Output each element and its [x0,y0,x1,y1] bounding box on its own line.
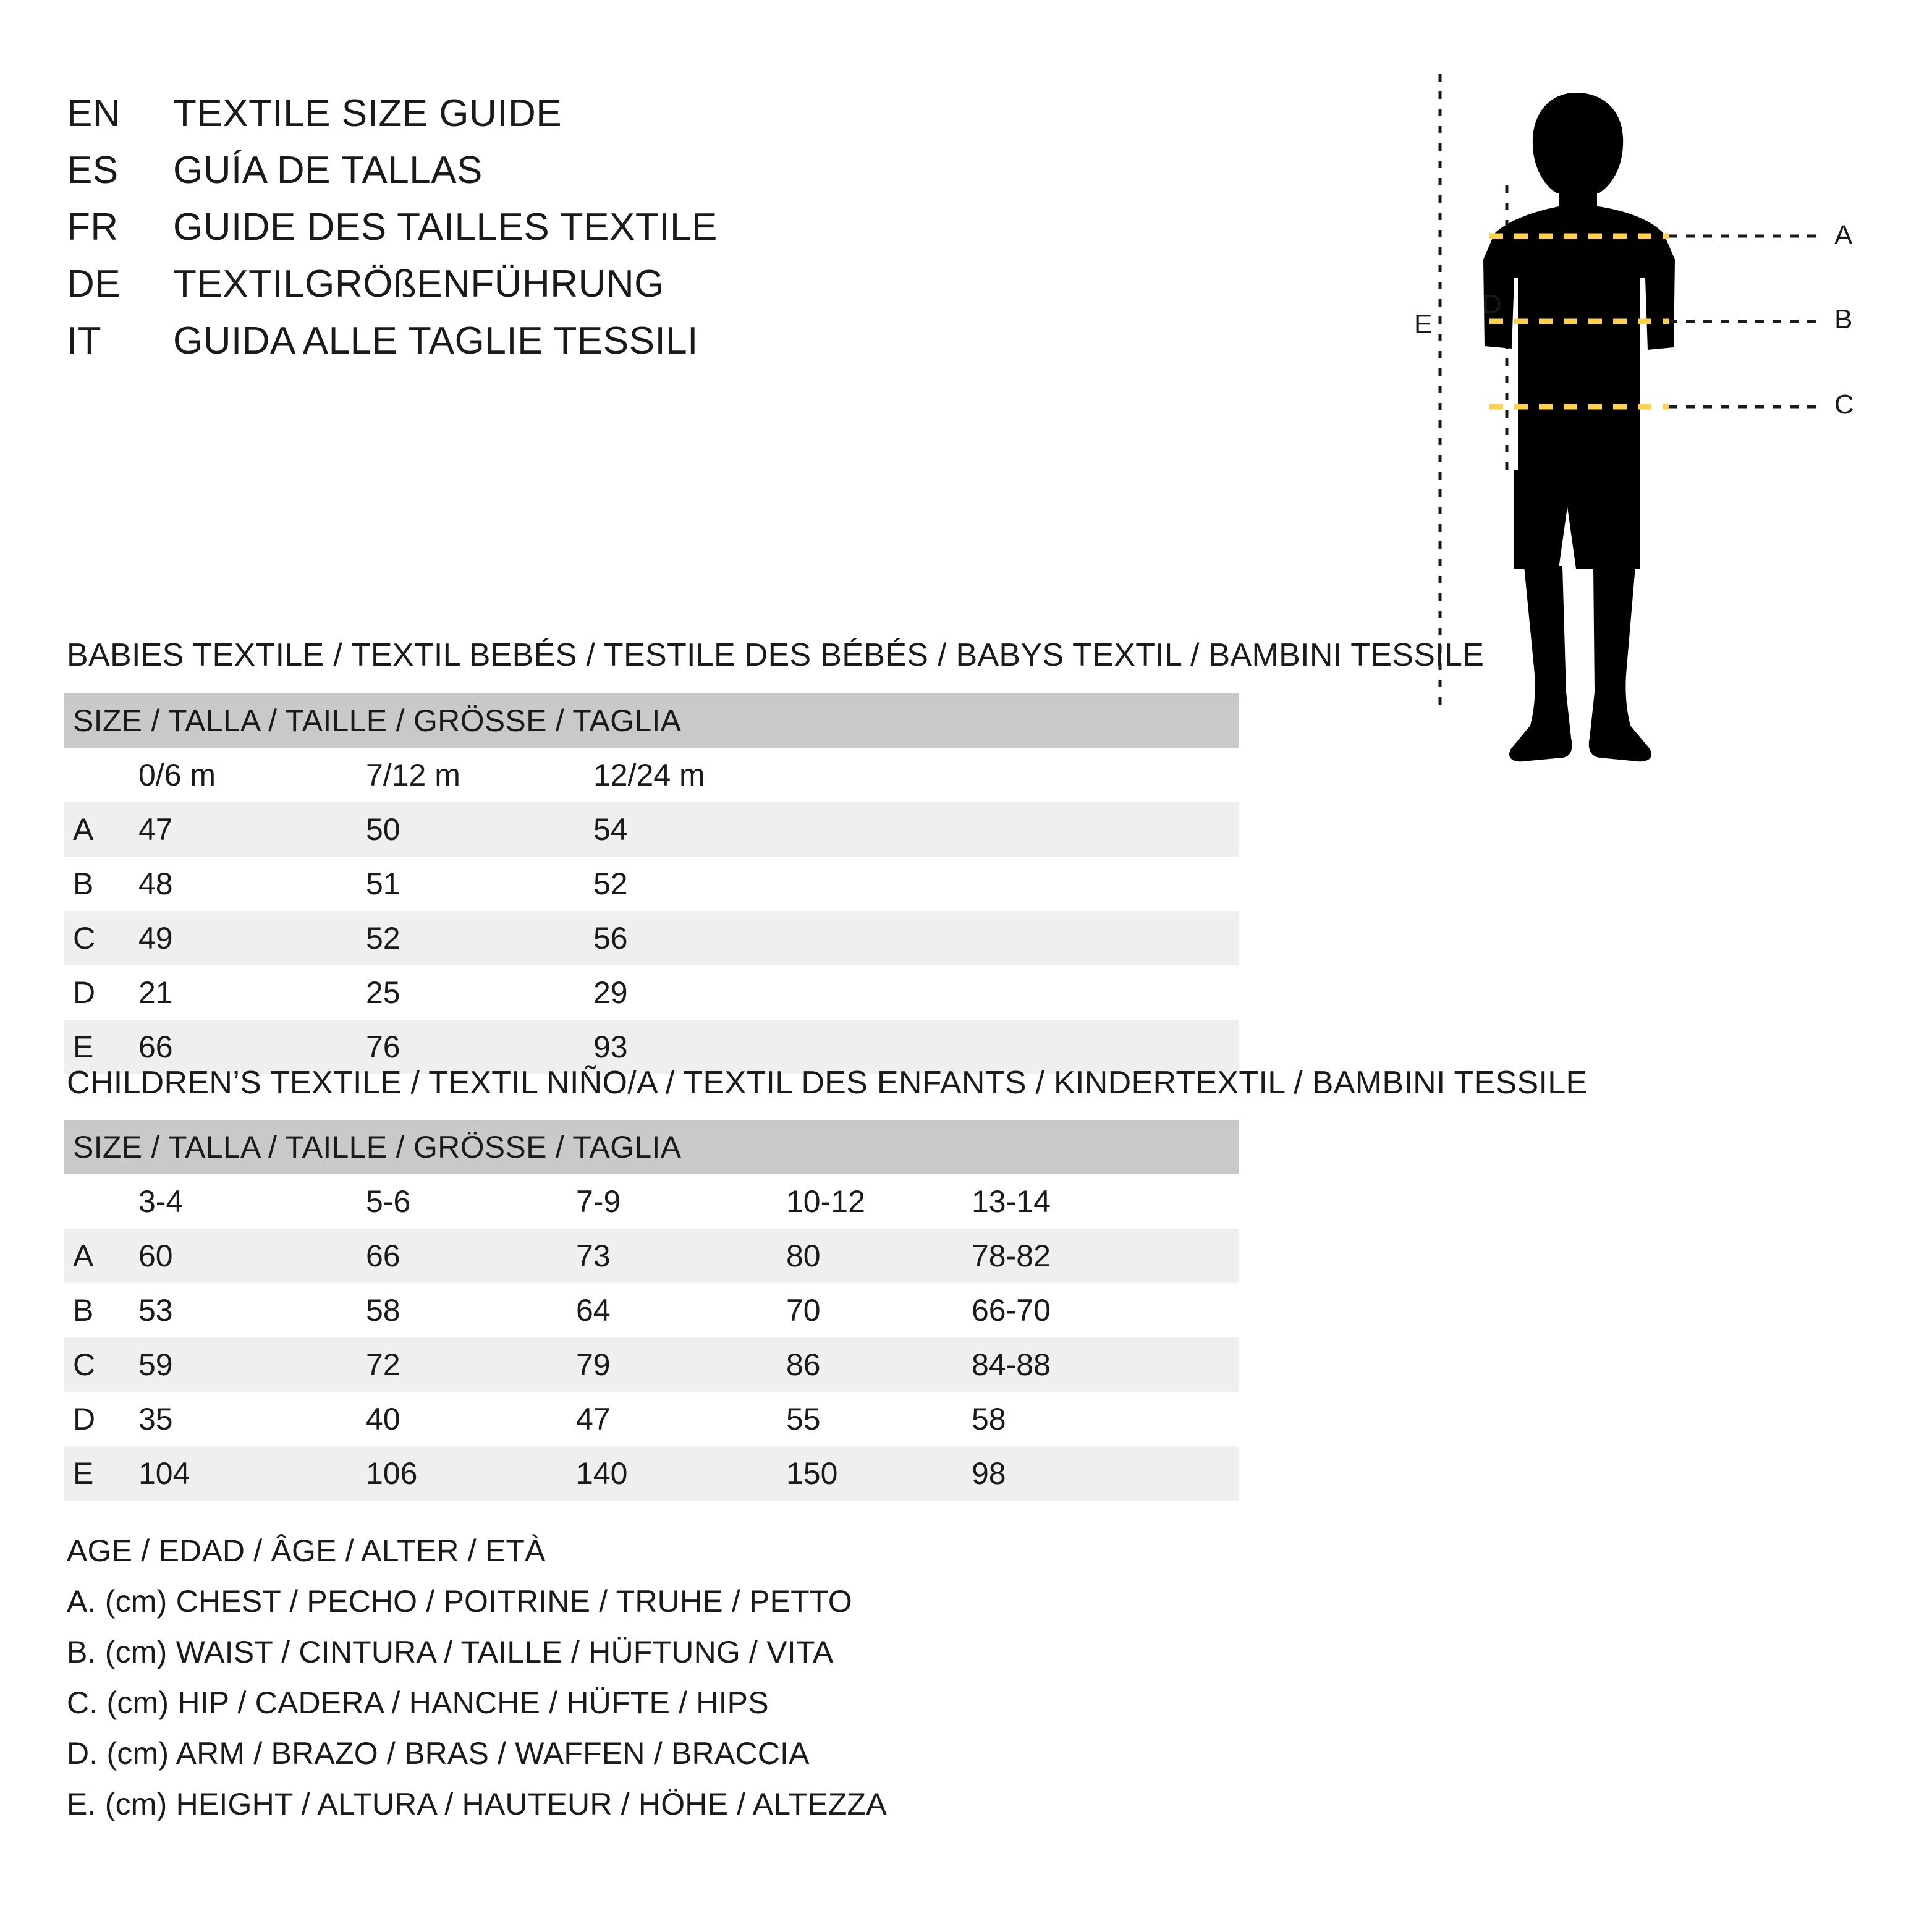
cell-value: 104 [138,1446,366,1501]
cell-value: 73 [576,1229,786,1283]
legend-item-c: C. (cm) HIP / CADERA / HANCHE / HÜFTE / HIPS [67,1685,769,1720]
legend-item-d: D. (cm) ARM / BRAZO / BRAS / WAFFEN / BRACCIA [67,1736,810,1771]
row-label: E [64,1446,138,1501]
cell-value: 54 [593,802,1239,857]
column-header: 13-14 [972,1174,1239,1229]
cell-value: 56 [593,911,1239,965]
cell-value: 52 [593,857,1239,911]
cell-value: 51 [366,857,593,911]
cell-value: 150 [786,1446,972,1501]
language-title: TEXTILGRÖßENFÜHRUNG [173,263,664,305]
size-bar-label: SIZE / TALLA / TAILLE / GRÖSSE / TAGLIA [64,1120,1239,1174]
cell-value: 59 [138,1337,366,1392]
figure-label-d: D [1482,289,1502,320]
figure-label-b: B [1834,304,1853,334]
figure-label-c: C [1834,389,1854,420]
cell-value: 60 [138,1229,366,1283]
table-row [64,1392,1239,1446]
table-row [64,857,1239,911]
language-code: DE [67,263,121,305]
silhouette-body [1483,93,1675,761]
table-row [64,802,1239,857]
table-row [64,911,1239,965]
cell-value: 21 [138,965,366,1020]
cell-value: 106 [366,1446,576,1501]
cell-value: 48 [138,857,366,911]
cell-value: 29 [593,965,1239,1020]
column-header: 7-9 [576,1174,786,1229]
children-section-heading: CHILDREN’S TEXTILE / TEXTIL NIÑO/A / TEXTIL DES ENFANTS / KINDERTEXTIL / BAMBINI TESSILE [67,1065,1588,1101]
language-row [67,205,870,262]
row-label: A [64,1229,138,1283]
cell-value: 76 [366,1020,593,1074]
cell-value: 58 [366,1283,576,1337]
cell-value: 66-70 [972,1283,1239,1337]
table-header-row [64,1174,1239,1229]
figure-label-a: A [1834,220,1853,250]
figure-label-e: E [1414,309,1433,339]
language-code: FR [67,206,119,248]
cell-value: 79 [576,1337,786,1392]
row-label: C [64,911,138,965]
children-size-table [64,1120,1239,1501]
language-row [67,262,870,319]
cell-value: 66 [138,1020,366,1074]
language-title: GUIDA ALLE TAGLIE TESSILI [173,320,698,362]
language-title: GUÍA DE TALLAS [173,149,483,192]
cell-value: 93 [593,1020,1239,1074]
cell-value: 86 [786,1337,972,1392]
table-row [64,965,1239,1020]
row-label: A [64,802,138,857]
legend-item-b: B. (cm) WAIST / CINTURA / TAILLE / HÜFTUNG / VITA [67,1635,834,1669]
language-title: GUIDE DES TAILLES TEXTILE [173,206,718,248]
row-label: B [64,857,138,911]
cell-value: 58 [972,1392,1239,1446]
cell-value: 140 [576,1446,786,1501]
column-header: 3-4 [138,1174,366,1229]
column-header: 0/6 m [138,748,366,802]
cell-value: 98 [972,1446,1239,1501]
column-header: 5-6 [366,1174,576,1229]
cell-value: 40 [366,1392,576,1446]
babies-size-table [64,693,1239,1074]
table-row [64,1283,1239,1337]
cell-value: 64 [576,1283,786,1337]
column-header: 7/12 m [366,748,593,802]
cell-value: 35 [138,1392,366,1446]
babies-section-heading: BABIES TEXTILE / TEXTIL BEBÉS / TESTILE DES BÉBÉS / BABYS TEXTIL / BAMBINI TESSILE [67,637,1485,673]
cell-value: 66 [366,1229,576,1283]
language-code: ES [67,149,119,192]
table-row [64,1337,1239,1392]
column-header: 12/24 m [593,748,1239,802]
row-label: B [64,1283,138,1337]
table-header-row [64,748,1239,802]
language-title: TEXTILE SIZE GUIDE [173,92,562,135]
column-header: 10-12 [786,1174,972,1229]
size-bar-label: SIZE / TALLA / TAILLE / GRÖSSE / TAGLIA [64,693,1239,748]
cell-value: 70 [786,1283,972,1337]
cell-value: 80 [786,1229,972,1283]
table-size-bar [64,1120,1239,1174]
cell-value: 55 [786,1392,972,1446]
language-code: IT [67,320,102,362]
row-label: D [64,1392,138,1446]
language-row [67,91,870,148]
cell-value: 47 [138,802,366,857]
language-row [67,319,870,376]
language-title-list [67,91,870,376]
table-row [64,1446,1239,1501]
language-code: EN [67,92,121,135]
measurement-legend [67,1533,1426,1837]
cell-value: 84-88 [972,1337,1239,1392]
row-label: C [64,1337,138,1392]
corner-cell [64,1174,138,1229]
corner-cell [64,748,138,802]
legend-title: AGE / EDAD / ÂGE / ALTER / ETÀ [67,1533,546,1568]
language-row [67,148,870,205]
cell-value: 50 [366,802,593,857]
cell-value: 72 [366,1337,576,1392]
cell-value: 52 [366,911,593,965]
legend-item-a: A. (cm) CHEST / PECHO / POITRINE / TRUHE / PETTO [67,1584,852,1619]
cell-value: 47 [576,1392,786,1446]
cell-value: 78-82 [972,1229,1239,1283]
row-label: E [64,1020,138,1074]
table-size-bar [64,693,1239,748]
cell-value: 25 [366,965,593,1020]
cell-value: 49 [138,911,366,965]
cell-value: 53 [138,1283,366,1337]
table-row [64,1229,1239,1283]
row-label: D [64,965,138,1020]
legend-item-e: E. (cm) HEIGHT / ALTURA / HAUTEUR / HÖHE / ALTEZZA [67,1787,887,1821]
